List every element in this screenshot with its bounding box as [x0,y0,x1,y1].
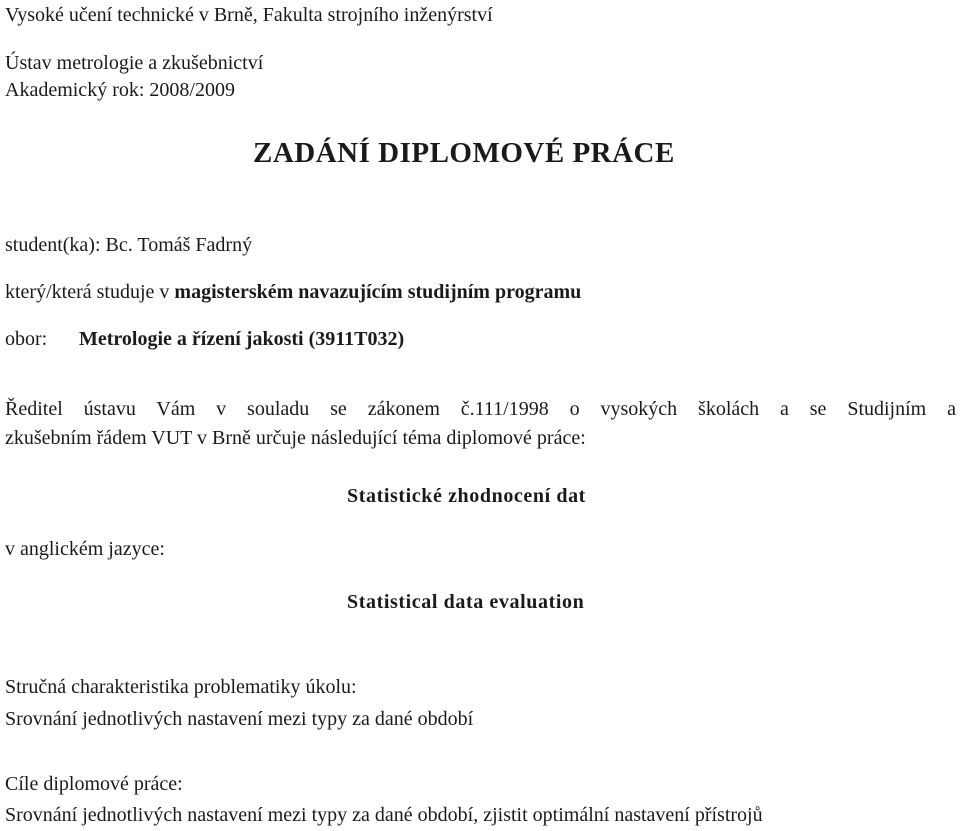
program-name: magisterském navazujícím studijním programu [174,281,582,303]
student-line [5,233,252,257]
decree-line-1: Ředitel ústavu Vám v souladu se zákonem č.111/1998 o vysokých školách a se Studijním a [5,398,956,420]
field-value: Metrologie a řízení jakosti (3911T032) [79,328,405,350]
decree-line-2: zkušebním řádem VUT v Brně určuje následující téma diplomové práce: [5,427,586,449]
characteristics-label: Stručná charakteristika problematiky úkolu: [5,676,357,698]
field-label: obor: [5,328,48,350]
english-label: v anglickém jazyce: [5,538,165,560]
student-label: student(ka): [5,234,101,256]
department-name: Ústav metrologie a zkušebnictví [5,52,264,74]
academic-year: Akademický rok: 2008/2009 [5,79,235,101]
goals-label: Cíle diplomové práce: [5,773,183,795]
characteristics-text: Srovnání jednotlivých nastavení mezi typy za dané období [5,708,474,730]
institution-name: Vysoké učení technické v Brně, Fakulta strojního inženýrství [5,4,493,26]
document-title: ZADÁNÍ DIPLOMOVÉ PRÁCE [253,137,675,169]
program-prefix: který/která studuje v [5,281,170,303]
goals-text: Srovnání jednotlivých nastavení mezi typy za dané období, zjistit optimální nastavení přístrojů [5,804,763,826]
program-line [5,280,581,304]
theme-czech: Statistické zhodnocení dat [347,485,586,507]
theme-english: Statistical data evaluation [347,591,585,613]
student-name: Bc. Tomáš Fadrný [105,234,253,256]
